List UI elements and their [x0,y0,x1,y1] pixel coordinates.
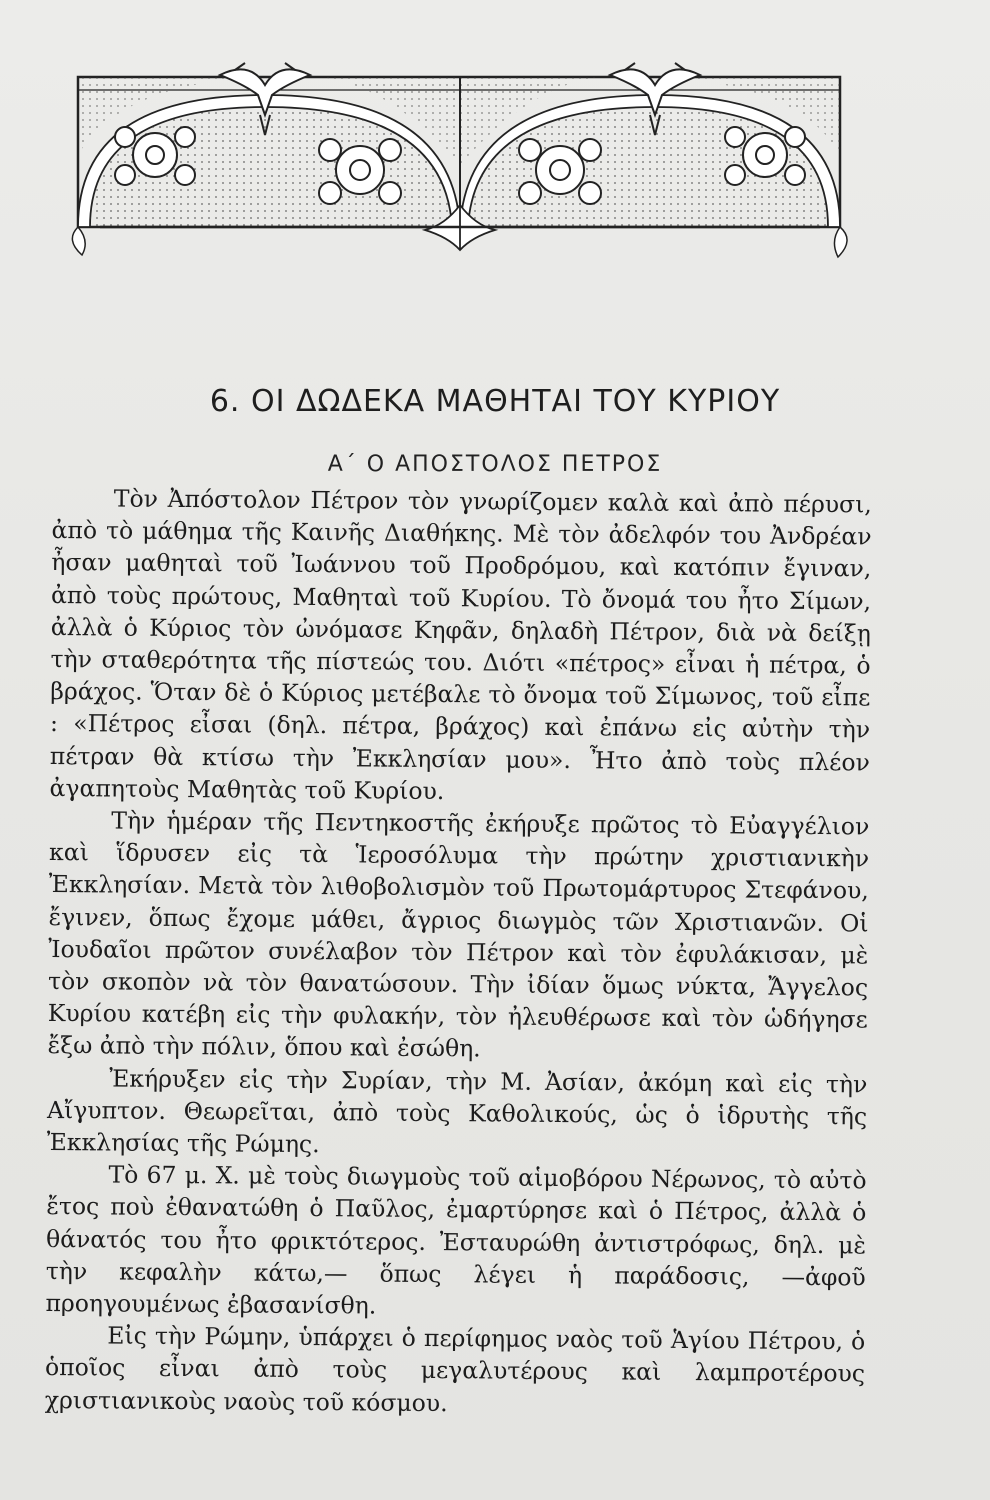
leaf-right [834,227,847,257]
paragraph-3: Ἐκήρυξεν εἰς τὴν Συρίαν, τὴν Μ. Ἀσίαν, ἀκόμη καὶ εἰς τὴν Αἴγυπτον. Θεωρεῖται, ἀπὸ τοὺς Καθολικούς, ὡς ὁ ἱδρυτὴς τῆς Ἐκκλησίας τῆς Ρώμης. [46,1064,868,1159]
paragraph-5: Εἰς τὴν Ρώμην, ὑπάρχει ὁ περίφημος ναὸς τοῦ Ἁγίου Πέτρου, ὁ ὁποῖος εἶναι ἀπὸ τοὺς μεγαλυτέρους καὶ λαμπροτέρους χριστιανικοὺς ναοὺς τοῦ κόσμου. [44,1321,866,1417]
body-text [45,482,872,1422]
paragraph-2: Τὴν ἡμέραν τῆς Πεντηκοστῆς ἐκήρυξε πρῶτος τὸ Εὐαγγέλιον καὶ ἵδρυσεν εἰς τὰ Ἱεροσόλυμα τὴν πρώτην χριστιανικὴν Ἐκκλησίαν. Μετὰ τὸν λιθοβολισμὸν τοῦ Πρωτομάρτυρος Στεφάνου, ἔγινεν, ὅπως ἔχομε μάθει, ἄγριος διωγμὸς τῶν Χριστιανῶν. Οἱ Ἰουδαῖοι πρῶτον συνέλαβον τὸν Πέτρον καὶ τὸν ἐφυλάκισαν, μὲ τὸν σκοπὸν νὰ τὸν θανατώσουν. Τὴν ἰδίαν ὅμως νύκτα, Ἄγγελος Κυρίου κατέβη εἰς τὴν φυλακήν, τὸν ἠλευθέρωσε καὶ τὸν ὡδήγησε ἔξω ἀπὸ τὴν πόλιν, ὅπου καὶ ἐσώθη. [47,806,870,1063]
leaf-left [72,227,85,255]
chapter-title: 6. ΟΙ ΔΩΔΕΚΑ ΜΑΘΗΤΑΙ ΤΟΥ ΚΥΡΙΟΥ [209,384,781,419]
section-title: Α΄ Ο ΑΠΟΣΤΟΛΟΣ ΠΕΤΡΟΣ [327,452,663,477]
paragraph-1: Τὸν Ἀπόστολον Πέτρον τὸν γνωρίζομεν καλὰ καὶ ἀπὸ πέρυσι, ἀπὸ τὸ μάθημα τῆς Καινῆς Διαθήκης. Μὲ τὸν ἀδελφόν του Ἀνδρέαν ἦσαν μαθηταὶ τοῦ Ἰωάννου τοῦ Προδρόμου, καὶ κατόπιν ἔγιναν, ἀπὸ τοὺς πρώτους, Μαθηταὶ τοῦ Κυρίου. Τὸ ὄνομά του ἦτο Σίμων, ἀλλὰ ὁ Κύριος τὸν ὠνόμασε Κηφᾶν, δηλαδὴ Πέτρον, διὰ νὰ δείξῃ τὴν σταθερότητα τῆς πίστεώς του. Διότι «πέτρος» εἶναι ἡ πέτρα, ὁ βράχος. Ὅταν δὲ ὁ Κύριος μετέβαλε τὸ ὄνομα τοῦ Σίμωνος, τοῦ εἶπε : «Πέτρος εἶσαι (δηλ. πέτρα, βράχος) καὶ ἐπάνω εἰς αὐτὴν τὴν πέτραν θὰ κτίσω τὴν Ἐκκλησίαν μου». Ἦτο ἀπὸ τοὺς πλέον ἀγαπητοὺς Μαθητὰς τοῦ Κυρίου. [49,484,872,805]
decorative-headpiece [60,55,860,270]
paragraph-4: Τὸ 67 μ. Χ. μὲ τοὺς διωγμοὺς τοῦ αἱμοβόρου Νέρωνος, τὸ αὐτὸ ἔτος ποὺ ἐθανατώθη ὁ Παῦλος, ἐμαρτύρησε καὶ ὁ Πέτρος, ἀλλὰ ὁ θάνατός του ἦτο φρικτότερος. Ἐσταυρώθη ἀντιστρόφως, δηλ. μὲ τὴν κεφαλὴν κάτω,— ὅπως λέγει ἡ παράδοσις, —ἀφοῦ προηγουμένως ἐβασανίσθη. [45,1160,867,1320]
